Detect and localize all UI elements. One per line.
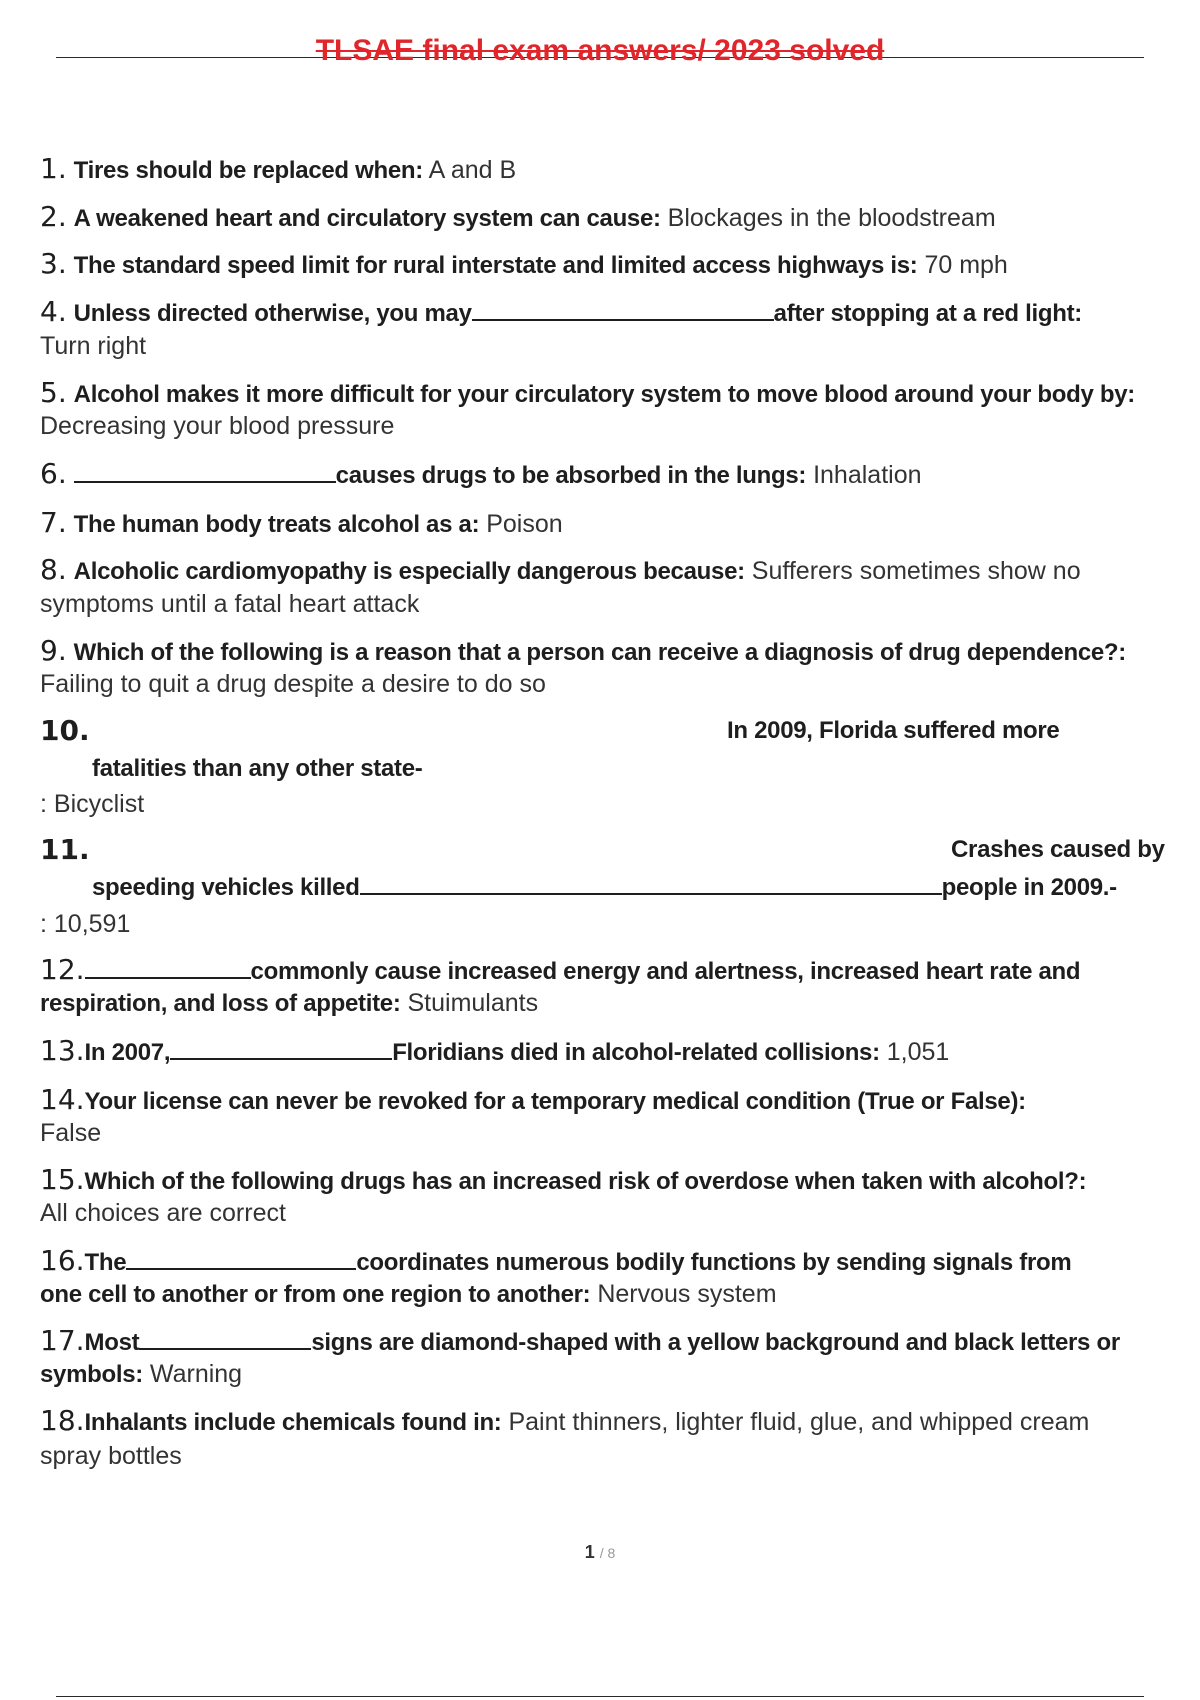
question-number: 11.: [40, 833, 90, 866]
answer-text: All choices are correct: [40, 1199, 286, 1227]
question-text: Inhalants include chemicals found in:: [84, 1409, 502, 1436]
question-text: Alcohol makes it more difficult for your circulatory system to move blood around your body by:: [73, 381, 1135, 408]
answer-text: Nervous system: [597, 1280, 777, 1308]
question-text-cont: speeding vehicles killed: [92, 874, 360, 901]
question-number: 6.: [40, 457, 67, 490]
question-2: [40, 200, 996, 235]
question-text-before-blank: Unless directed otherwise, you may: [73, 300, 472, 327]
question-number: 4.: [40, 295, 67, 328]
question-text-cont: symbols:: [40, 1361, 143, 1388]
question-text: A weakened heart and circulatory system can cause:: [73, 205, 661, 232]
question-12-cont: [40, 987, 538, 1020]
question-text-after-blank: people in 2009.-: [941, 874, 1117, 901]
question-text: Which of the following is a reason that a person can receive a diagnosis of drug dependence?:: [73, 639, 1126, 666]
answer-text: Failing to quit a drug despite a desire to do so: [40, 670, 546, 698]
answer-4: [40, 330, 146, 363]
question-number: 14.: [40, 1083, 85, 1116]
answer-blank: [126, 1246, 356, 1270]
answer-blank: [74, 459, 336, 483]
question-text: Which of the following drugs has an increased risk of overdose when taken with alcohol?:: [84, 1168, 1087, 1195]
question-text-cont: respiration, and loss of appetite:: [40, 990, 401, 1017]
question-text: The human body treats alcohol as a:: [73, 511, 480, 538]
question-text-before-blank: In 2007,: [84, 1039, 171, 1066]
answer-9: [40, 668, 546, 701]
answer-blank: [139, 1326, 311, 1350]
answer-text: 1,051: [886, 1038, 950, 1066]
question-number: 12.: [40, 953, 85, 986]
answer-text-line-2: symptoms until a fatal heart attack: [40, 590, 420, 618]
answer-text: : Bicyclist: [40, 790, 145, 818]
answer-15: [40, 1197, 286, 1230]
page-indicator: [0, 1542, 1200, 1563]
question-number: 10.: [40, 714, 90, 747]
question-text-before-blank: The: [84, 1249, 127, 1276]
question-11: [40, 833, 90, 868]
question-9: [40, 634, 1126, 669]
question-8: [40, 553, 1081, 588]
question-text-after-blank: coordinates numerous bodily functions by sending signals from: [356, 1249, 1072, 1276]
answer-text: Turn right: [40, 332, 147, 360]
question-14: [40, 1083, 1026, 1118]
question-number: 3.: [40, 247, 67, 280]
bottom-rule: [56, 1696, 1144, 1697]
question-10-text: [727, 714, 1059, 747]
question-number: 18.: [40, 1404, 85, 1437]
answer-11: [40, 908, 130, 941]
answer-text-line-1: Paint thinners, lighter fluid, glue, and whipped cream: [508, 1408, 1090, 1436]
question-text-cont: fatalities than any other state-: [92, 755, 423, 782]
question-text: Your license can never be revoked for a temporary medical condition (True or False):: [84, 1088, 1026, 1115]
answer-text: Poison: [486, 510, 563, 538]
answer-text: Stuimulants: [407, 989, 539, 1017]
answer-text: A and B: [428, 156, 517, 184]
question-11-text: [951, 833, 1165, 866]
answer-5: [40, 410, 394, 443]
question-17-cont: [40, 1358, 242, 1391]
question-text: causes drugs to be absorbed in the lungs:: [335, 462, 807, 489]
question-11-cont: [92, 871, 1117, 904]
question-number: 17.: [40, 1324, 85, 1357]
question-text-after-blank: Floridians died in alcohol-related collisions:: [392, 1039, 880, 1066]
answer-text: False: [40, 1119, 102, 1147]
answer-text-line-1: Sufferers sometimes show no: [751, 557, 1081, 585]
question-18: [40, 1404, 1089, 1439]
question-number: 9.: [40, 634, 67, 667]
current-page: 1: [584, 1542, 595, 1562]
page-title: TLSAE final exam answers/ 2023 solved: [315, 34, 885, 67]
question-number: 15.: [40, 1163, 85, 1196]
question-number: 2.: [40, 200, 67, 233]
question-16: [40, 1244, 1071, 1279]
question-number: 16.: [40, 1244, 85, 1277]
answer-8: [40, 588, 419, 621]
question-5: [40, 376, 1135, 411]
question-text: In 2009, Florida suffered more: [727, 717, 1060, 744]
question-15: [40, 1163, 1086, 1198]
answer-text: Decreasing your blood pressure: [40, 412, 395, 440]
answer-blank: [360, 871, 942, 895]
question-number: 13.: [40, 1034, 85, 1067]
question-number: 8.: [40, 553, 67, 586]
question-text-after-blank: signs are diamond-shaped with a yellow background and black letters or: [311, 1329, 1120, 1356]
question-number: 7.: [40, 506, 67, 539]
question-16-cont: [40, 1278, 777, 1311]
answer-14: [40, 1117, 101, 1150]
question-1: [40, 152, 516, 187]
question-text-before-blank: Most: [84, 1329, 140, 1356]
question-13: [40, 1034, 949, 1069]
question-7: [40, 506, 563, 541]
question-text: Crashes caused by: [951, 836, 1165, 863]
question-text: commonly cause increased energy and alertness, increased heart rate and: [250, 958, 1081, 985]
answer-text-line-2: spray bottles: [40, 1442, 182, 1470]
total-pages: / 8: [599, 1545, 616, 1561]
answer-text: Inhalation: [813, 461, 922, 489]
answer-text: Blockages in the bloodstream: [667, 204, 996, 232]
answer-text: 70 mph: [924, 251, 1008, 279]
question-number: 5.: [40, 376, 67, 409]
answer-18: [40, 1440, 182, 1473]
question-number: 1.: [40, 152, 67, 185]
question-text: The standard speed limit for rural interstate and limited access highways is:: [73, 252, 918, 279]
answer-blank: [472, 297, 774, 321]
question-text: Alcoholic cardiomyopathy is especially dangerous because:: [73, 558, 745, 585]
answer-10: [40, 788, 144, 821]
question-text-after-blank: after stopping at a red light:: [773, 300, 1082, 327]
question-text: Tires should be replaced when:: [73, 157, 423, 184]
question-10: [40, 714, 90, 749]
question-17: [40, 1324, 1120, 1359]
question-6: [40, 457, 922, 492]
answer-blank: [85, 955, 251, 979]
answer-text: Warning: [149, 1360, 243, 1388]
question-text-cont: one cell to another or from one region to another:: [40, 1281, 591, 1308]
answer-blank: [170, 1036, 392, 1060]
question-12: [40, 953, 1080, 988]
question-4: [40, 295, 1082, 330]
question-3: [40, 247, 1008, 282]
question-10-cont: [92, 752, 422, 785]
answer-text: : 10,591: [40, 910, 131, 938]
